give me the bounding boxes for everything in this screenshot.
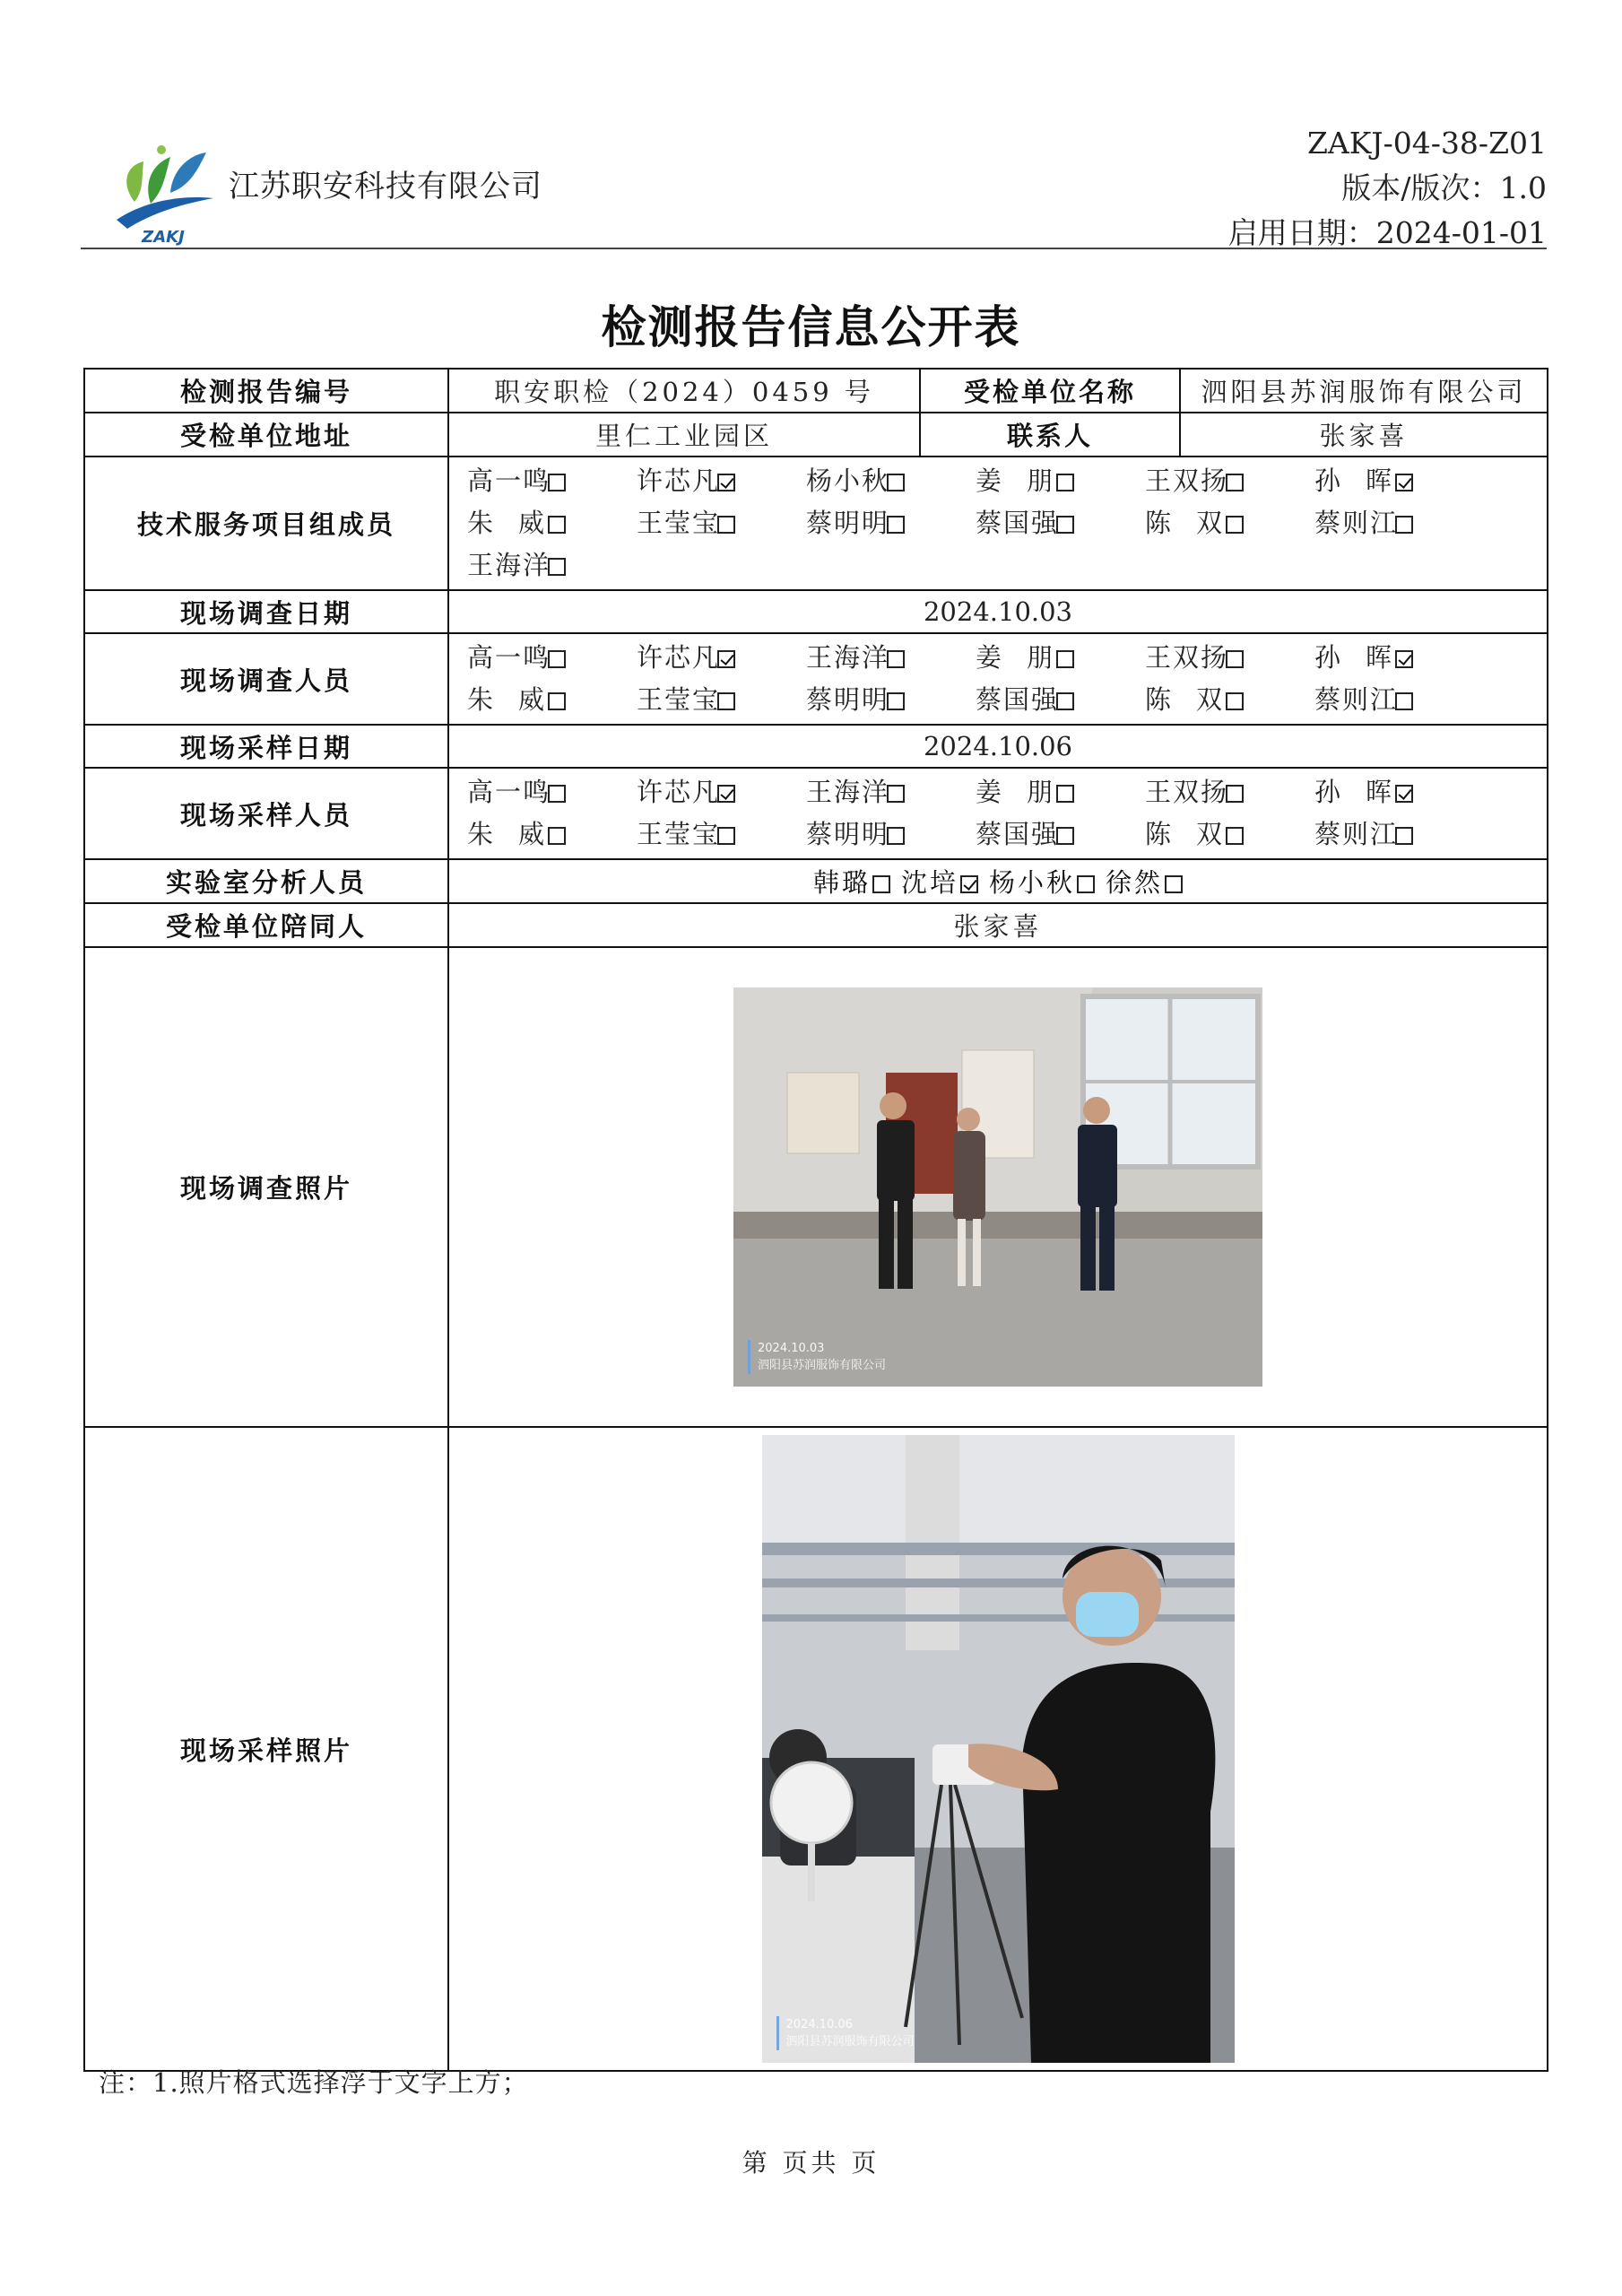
unchecked-checkbox[interactable]: [1395, 827, 1413, 845]
unchecked-checkbox[interactable]: [1226, 516, 1244, 534]
unchecked-checkbox[interactable]: [1077, 875, 1095, 893]
person-name: 杨小秋: [806, 465, 890, 496]
person-name: 蔡则江: [1314, 508, 1399, 538]
person-name: 陈双: [1145, 819, 1224, 849]
unchecked-checkbox[interactable]: [887, 516, 905, 534]
unchecked-checkbox[interactable]: [548, 516, 566, 534]
table-row: [84, 590, 1548, 633]
table-row: [84, 903, 1548, 947]
doc-code: ZAKJ-04-38-Z01: [1307, 126, 1547, 161]
person-entry: [467, 502, 637, 544]
person-entry: [1145, 813, 1314, 856]
sampling-staff-label: 现场采样人员: [84, 768, 448, 859]
survey-staff-label: 现场调查人员: [84, 633, 448, 725]
unchecked-checkbox[interactable]: [1395, 516, 1413, 534]
effective-date: 启用日期：2024-01-01: [1227, 215, 1547, 250]
table-row: [84, 947, 1548, 1427]
sampling-photo: [762, 1435, 1235, 2063]
person-entry: [976, 637, 1145, 679]
table-row: [84, 1427, 1548, 2071]
person-entry: [1145, 637, 1314, 679]
unchecked-checkbox[interactable]: [1226, 827, 1244, 845]
person-name: 陈双: [1145, 508, 1224, 538]
person-entry: [637, 813, 806, 856]
person-entry: [637, 679, 806, 721]
person-entry: [901, 863, 978, 900]
unchecked-checkbox[interactable]: [717, 692, 735, 710]
report-no-value: 职安职检（2024）0459 号: [448, 369, 920, 413]
person-entry: [467, 771, 637, 813]
person-name: 孙晖: [1314, 465, 1393, 496]
unchecked-checkbox[interactable]: [717, 827, 735, 845]
report-no-label: 检测报告编号: [84, 369, 448, 413]
person-entry: [637, 771, 806, 813]
person-entry: [976, 771, 1145, 813]
person-name: 徐然: [1106, 867, 1164, 898]
table-row: [84, 457, 1548, 590]
person-name: 蔡明明: [806, 508, 890, 538]
unchecked-checkbox[interactable]: [1226, 474, 1244, 491]
person-entry: [1145, 502, 1314, 544]
person-name: 孙晖: [1314, 642, 1393, 673]
survey-photo-label: 现场调查照片: [84, 947, 448, 1427]
person-name: 朱威: [467, 684, 546, 715]
unit-name-value: 泗阳县苏润服饰有限公司: [1180, 369, 1548, 413]
contact-label: 联系人: [920, 413, 1180, 457]
person-entry: [1145, 771, 1314, 813]
person-entry: [1145, 460, 1314, 502]
tech-team-label: 技术服务项目组成员: [84, 457, 448, 590]
table-row: [84, 859, 1548, 903]
person-entry: [813, 863, 890, 900]
doc-version: 版本/版次：1.0: [1341, 170, 1547, 205]
company-name: 江苏职安科技有限公司: [229, 169, 542, 204]
person-name: 姜朋: [976, 777, 1054, 807]
person-name: 朱威: [467, 508, 546, 538]
page-footer: 第 页共 页: [742, 2148, 880, 2178]
person-name: 王海洋: [806, 642, 890, 673]
unchecked-checkbox[interactable]: [548, 785, 566, 803]
person-name: 陈双: [1145, 684, 1224, 715]
checked-checkbox[interactable]: [717, 650, 735, 668]
unchecked-checkbox[interactable]: [1226, 692, 1244, 710]
person-entry: [1145, 679, 1314, 721]
checked-checkbox[interactable]: [717, 474, 735, 491]
checked-checkbox[interactable]: [717, 785, 735, 803]
address-value: 里仁工业园区: [448, 413, 920, 457]
person-name: 王莹宝: [637, 819, 721, 849]
person-entry: [1314, 502, 1484, 544]
person-entry: [637, 502, 806, 544]
person-entry: [467, 460, 637, 502]
person-name: 高一鸣: [467, 465, 551, 496]
sampling-photo-stamp-date: 2024.10.06: [785, 2018, 853, 2031]
sampling-date-label: 现场采样日期: [84, 725, 448, 768]
person-entry: [806, 637, 976, 679]
unchecked-checkbox[interactable]: [548, 474, 566, 491]
survey-date-label: 现场调查日期: [84, 590, 448, 633]
person-name: 韩璐: [812, 867, 871, 898]
table-row: [84, 725, 1548, 768]
person-name: 王海洋: [467, 550, 551, 580]
person-name: 姜朋: [976, 642, 1054, 673]
contact-value: 张家喜: [1180, 413, 1548, 457]
person-entry: [806, 771, 976, 813]
person-name: 姜朋: [976, 465, 1054, 496]
person-entry: [467, 679, 637, 721]
person-name: 蔡明明: [806, 819, 890, 849]
unchecked-checkbox[interactable]: [1056, 827, 1074, 845]
person-entry: [1106, 863, 1183, 900]
note: 注：1.照片格式选择浮于文字上方；: [99, 2067, 529, 2098]
person-name: 蔡明明: [806, 684, 890, 715]
table-row: [84, 369, 1548, 413]
unchecked-checkbox[interactable]: [887, 827, 905, 845]
unchecked-checkbox[interactable]: [1056, 785, 1074, 803]
unchecked-checkbox[interactable]: [887, 650, 905, 668]
person-entry: [1314, 679, 1484, 721]
person-name: 杨小秋: [989, 867, 1076, 898]
survey-photo-stamp-date: 2024.10.03: [758, 1342, 825, 1355]
person-name: 高一鸣: [467, 642, 551, 673]
unchecked-checkbox[interactable]: [1395, 692, 1413, 710]
report-info-table: [83, 368, 1548, 2072]
unchecked-checkbox[interactable]: [887, 692, 905, 710]
unchecked-checkbox[interactable]: [548, 558, 566, 576]
document-info: [1228, 121, 1547, 256]
unchecked-checkbox[interactable]: [548, 650, 566, 668]
person-name: 王莹宝: [637, 684, 721, 715]
unit-name-label: 受检单位名称: [920, 369, 1180, 413]
header-divider: [81, 248, 1547, 249]
unchecked-checkbox[interactable]: [717, 516, 735, 534]
sampling-date-value: 2024.10.06: [448, 725, 1548, 768]
person-entry: [637, 460, 806, 502]
person-name: 蔡国强: [976, 819, 1060, 849]
person-name: 许芯凡: [637, 642, 721, 673]
person-entry: [806, 813, 976, 856]
person-name: 孙晖: [1314, 777, 1393, 807]
unchecked-checkbox[interactable]: [1226, 650, 1244, 668]
sampling-photo-stamp: [776, 2016, 915, 2050]
person-entry: [1314, 637, 1484, 679]
survey-date-value: 2024.10.03: [448, 590, 1548, 633]
survey-photo-stamp-company: 泗阳县苏润服饰有限公司: [758, 1359, 887, 1372]
person-name: 高一鸣: [467, 777, 551, 807]
unchecked-checkbox[interactable]: [887, 474, 905, 491]
person-entry: [976, 460, 1145, 502]
address-label: 受检单位地址: [84, 413, 448, 457]
person-entry: [806, 460, 976, 502]
person-name: 王双扬: [1145, 465, 1229, 496]
sampling-photo-stamp-company: 泗阳县苏润服饰有限公司: [785, 2035, 915, 2048]
person-entry: [976, 679, 1145, 721]
sampling-staff-cell: [448, 768, 1548, 859]
survey-photo-stamp: [748, 1340, 886, 1374]
unchecked-checkbox[interactable]: [548, 827, 566, 845]
person-name: 王海洋: [806, 777, 890, 807]
unchecked-checkbox[interactable]: [1165, 875, 1183, 893]
table-row: [84, 413, 1548, 457]
person-name: 王莹宝: [637, 508, 721, 538]
escort-label: 受检单位陪同人: [84, 903, 448, 947]
person-entry: [806, 679, 976, 721]
person-name: 蔡国强: [976, 508, 1060, 538]
unchecked-checkbox[interactable]: [1056, 516, 1074, 534]
checked-checkbox[interactable]: [1395, 785, 1413, 803]
person-entry: [989, 863, 1095, 900]
survey-photo: [733, 987, 1262, 1387]
person-name: 许芯凡: [637, 465, 721, 496]
tech-team-list: [449, 457, 1547, 589]
unchecked-checkbox[interactable]: [1056, 692, 1074, 710]
tech-team-cell: [448, 457, 1548, 590]
survey-staff-list: [449, 634, 1547, 724]
person-entry: [467, 637, 637, 679]
table-row: [84, 633, 1548, 725]
person-name: 朱威: [467, 819, 546, 849]
person-entry: [467, 813, 637, 856]
person-entry: [976, 813, 1145, 856]
person-name: 沈培: [900, 867, 958, 898]
sampling-staff-list: [449, 769, 1547, 858]
person-entry: [1314, 813, 1484, 856]
escort-value: 张家喜: [448, 903, 1548, 947]
person-entry: [1314, 460, 1484, 502]
logo-text: ZAKJ: [142, 228, 185, 247]
lab-staff-label: 实验室分析人员: [84, 859, 448, 903]
unchecked-checkbox[interactable]: [1226, 785, 1244, 803]
person-name: 蔡国强: [976, 684, 1060, 715]
sampling-photo-cell: [448, 1427, 1548, 2071]
person-name: 王双扬: [1145, 777, 1229, 807]
person-entry: [637, 637, 806, 679]
person-name: 王双扬: [1145, 642, 1229, 673]
survey-photo-cell: [448, 947, 1548, 1427]
page-header: [81, 126, 1547, 251]
unchecked-checkbox[interactable]: [887, 785, 905, 803]
lab-staff-cell: [448, 859, 1548, 903]
person-entry: [806, 502, 976, 544]
person-entry: [1314, 771, 1484, 813]
page-title: 检测报告信息公开表: [601, 301, 1021, 353]
survey-staff-cell: [448, 633, 1548, 725]
company-logo: [108, 139, 220, 247]
checked-checkbox[interactable]: [1395, 650, 1413, 668]
person-name: 蔡则江: [1314, 684, 1399, 715]
unchecked-checkbox[interactable]: [1056, 474, 1074, 491]
checked-checkbox[interactable]: [1395, 474, 1413, 491]
unchecked-checkbox[interactable]: [548, 692, 566, 710]
checked-checkbox[interactable]: [960, 875, 978, 893]
person-entry: [976, 502, 1145, 544]
person-entry: [467, 544, 637, 587]
unchecked-checkbox[interactable]: [1056, 650, 1074, 668]
table-row: [84, 768, 1548, 859]
sampling-photo-label: 现场采样照片: [84, 1427, 448, 2071]
person-name: 蔡则江: [1314, 819, 1399, 849]
lab-staff-list: [449, 863, 1547, 900]
unchecked-checkbox[interactable]: [872, 875, 890, 893]
person-name: 许芯凡: [637, 777, 721, 807]
